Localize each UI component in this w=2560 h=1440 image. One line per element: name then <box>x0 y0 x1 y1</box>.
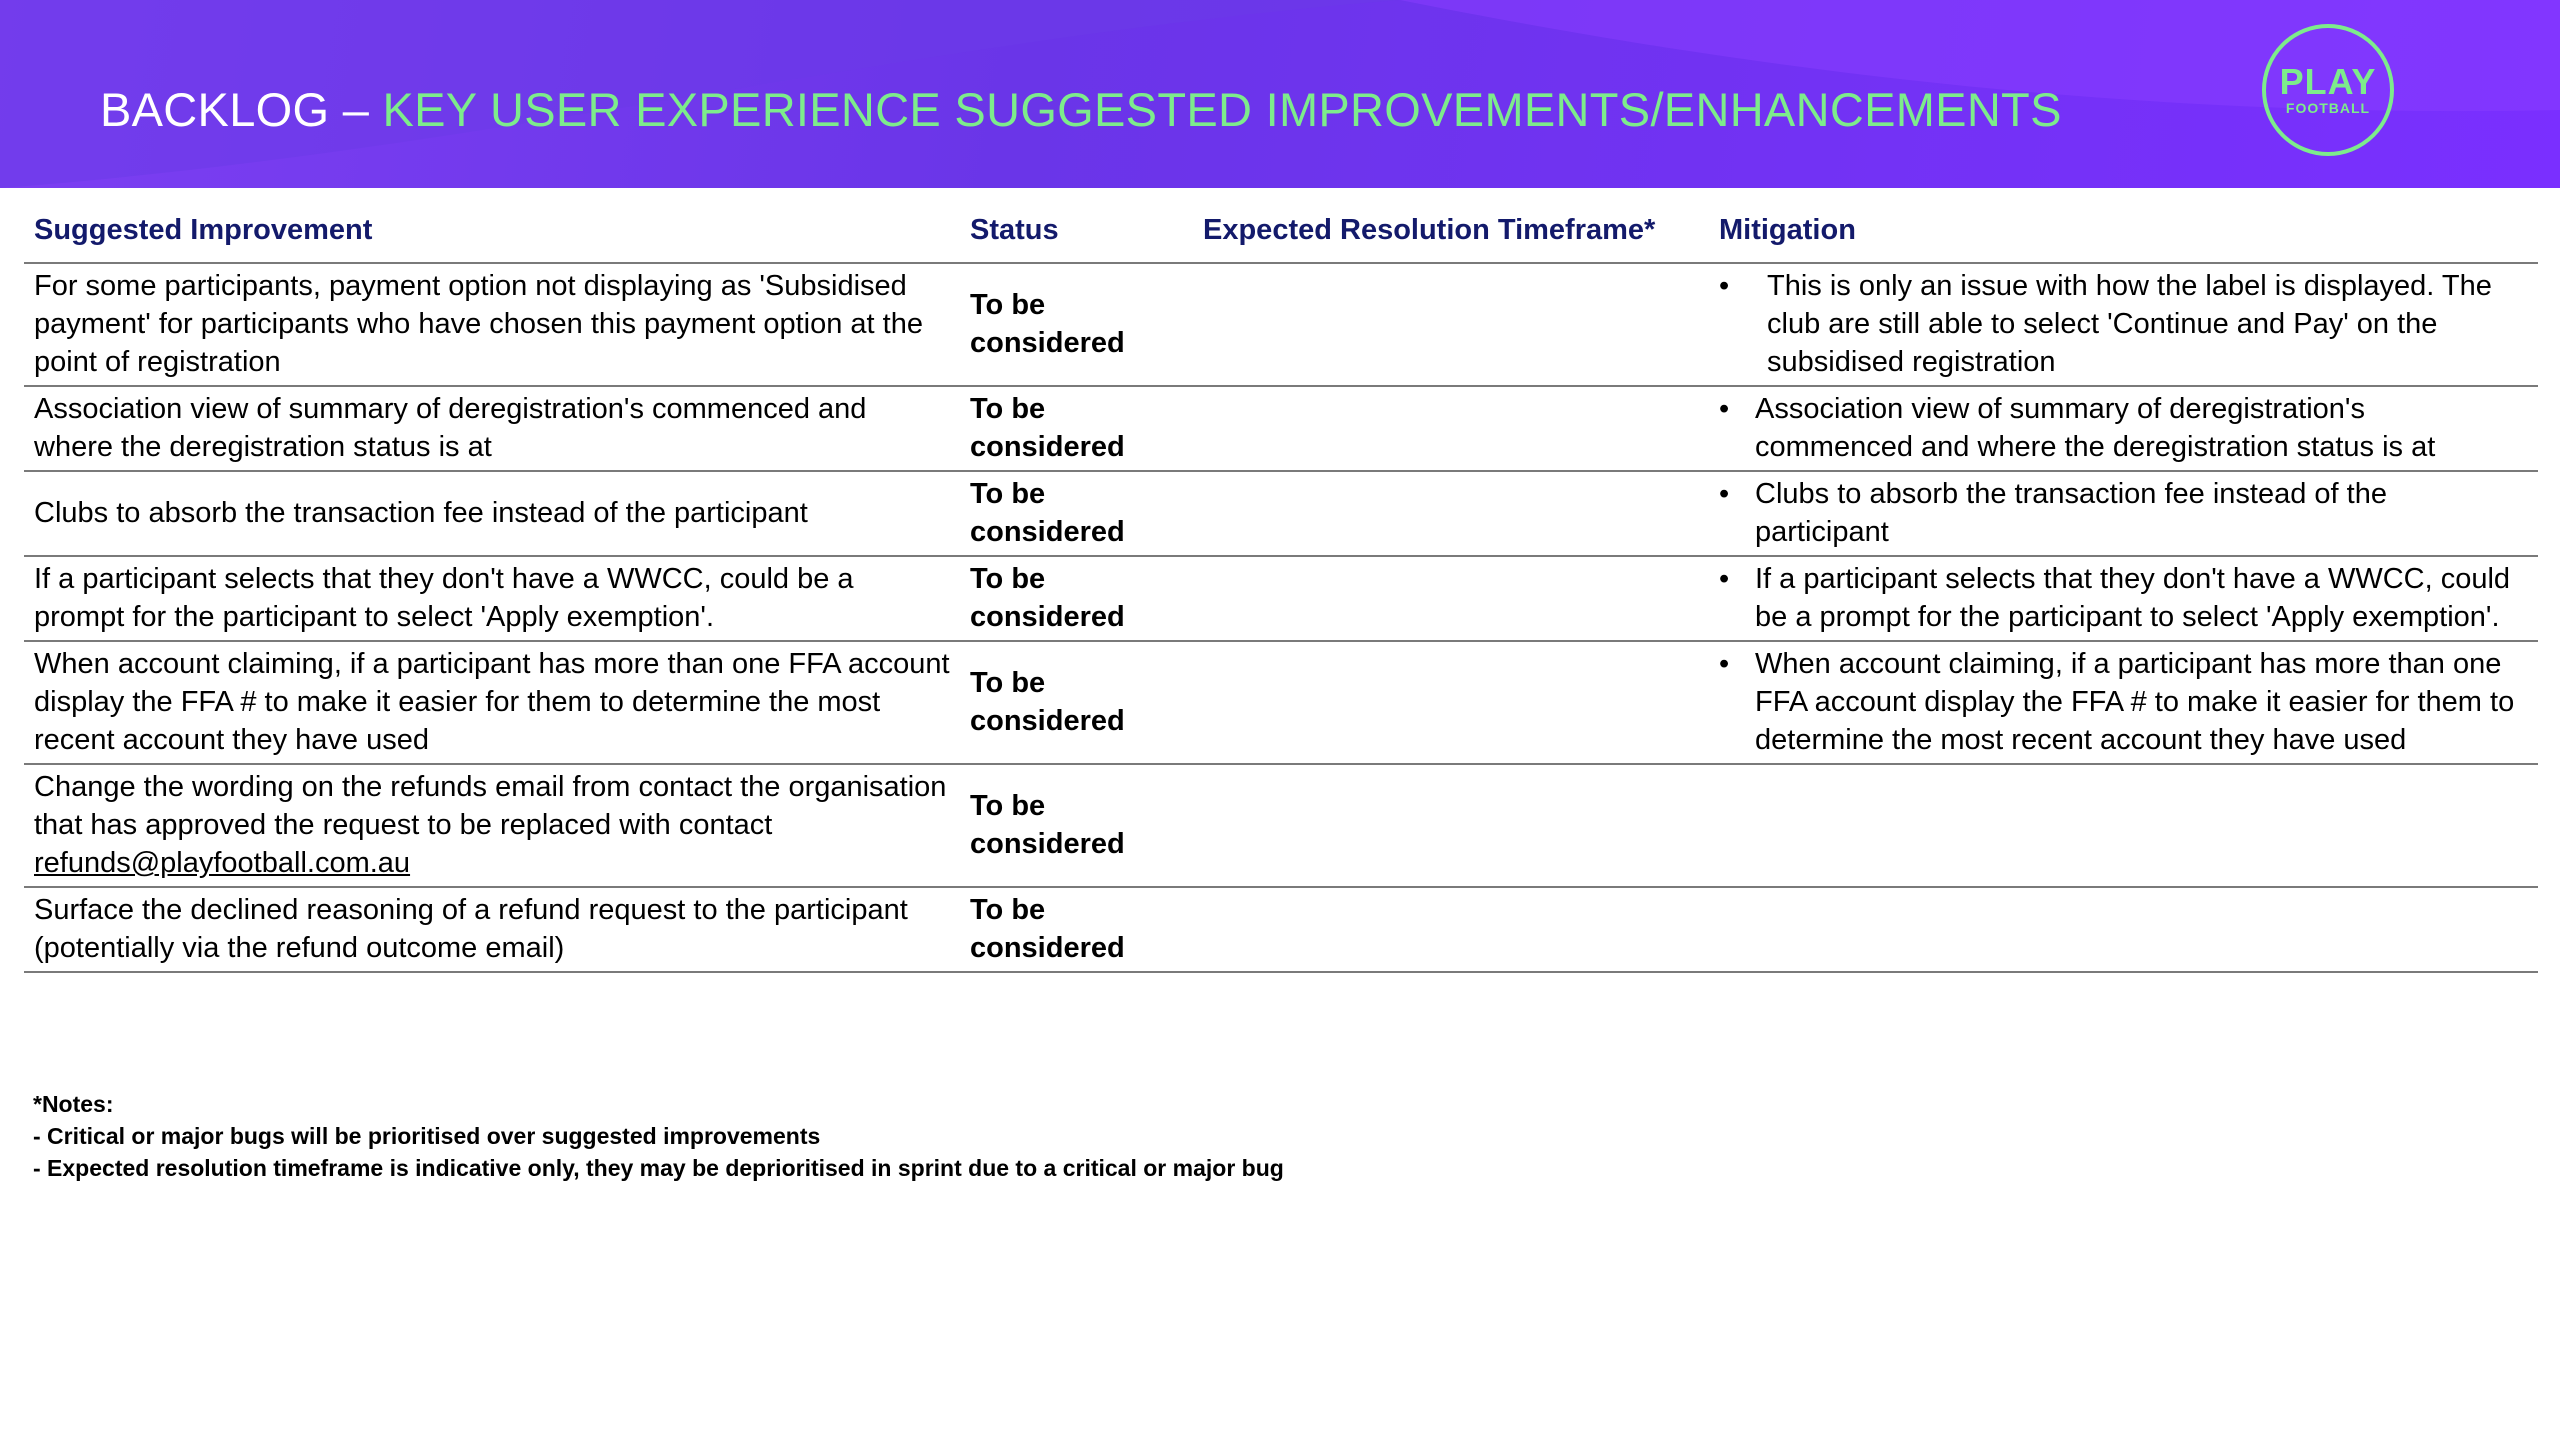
mitigation-cell <box>1709 764 2538 887</box>
table-row <box>24 263 2538 386</box>
improvement-cell <box>24 764 960 887</box>
mitigation-cell <box>1709 386 2538 471</box>
improvement-cell: When account claiming, if a participant has more than one FFA account display the FFA # to make it easier for them to determine the most recent account they have used <box>24 641 960 764</box>
mitigation-cell <box>1709 887 2538 972</box>
status-cell: To be considered <box>960 263 1193 386</box>
page-title-accent: KEY USER EXPERIENCE SUGGESTED IMPROVEMENTS/ENHANCEMENTS <box>382 83 2062 136</box>
notes-line-1: - Critical or major bugs will be prioritised over suggested improvements <box>33 1123 821 1149</box>
mitigation-bullet <box>1719 267 2528 381</box>
bullet-dot-icon: • <box>1719 563 1730 595</box>
page-title <box>100 82 2062 137</box>
mitigation-bullet <box>1719 645 2528 759</box>
timeframe-cell <box>1193 764 1709 887</box>
table-row <box>24 386 2538 471</box>
mitigation-bullet <box>1719 390 2528 466</box>
timeframe-cell <box>1193 386 1709 471</box>
logo-text-football: FOOTBALL <box>2285 100 2371 116</box>
backlog-table <box>24 200 2538 973</box>
bullet-dot-icon: • <box>1719 648 1730 680</box>
timeframe-cell <box>1193 263 1709 386</box>
status-cell: To be considered <box>960 386 1193 471</box>
notes-line-2: - Expected resolution timeframe is indicative only, they may be deprioritised in sprint due to a critical or major bug <box>33 1155 1284 1181</box>
mitigation-cell <box>1709 263 2538 386</box>
mitigation-cell <box>1709 641 2538 764</box>
page-title-prefix: BACKLOG – <box>100 83 383 136</box>
table-row <box>24 641 2538 764</box>
mitigation-bullet <box>1719 475 2528 551</box>
table-row <box>24 556 2538 641</box>
mitigation-cell <box>1709 556 2538 641</box>
bullet-dot-icon: • <box>1719 478 1730 510</box>
mitigation-text: Clubs to absorb the transaction fee instead of the participant <box>1755 478 2387 548</box>
column-header-mitigation: Mitigation <box>1709 200 2538 263</box>
timeframe-cell <box>1193 641 1709 764</box>
improvement-cell: Association view of summary of deregistration's commenced and where the deregistration status is at <box>24 386 960 471</box>
mitigation-text: This is only an issue with how the label is displayed. The club are still able to select 'Continue and Pay' on the subsidised registration <box>1767 270 2492 378</box>
column-header-timeframe: Expected Resolution Timeframe* <box>1193 200 1709 263</box>
refunds-email-link[interactable]: refunds@playfootball.com.au <box>34 847 411 879</box>
mitigation-text: When account claiming, if a participant has more than one FFA account display the FFA # to make it easier for them to determine the most recent account they have used <box>1755 648 2515 756</box>
improvement-cell: For some participants, payment option not displaying as 'Subsidised payment' for participants who have chosen this payment option at the point of registration <box>24 263 960 386</box>
status-cell: To be considered <box>960 641 1193 764</box>
mitigation-text: Association view of summary of deregistration's commenced and where the deregistration status is at <box>1755 393 2436 463</box>
status-cell: To be considered <box>960 764 1193 887</box>
column-header-status: Status <box>960 200 1193 263</box>
improvement-cell: Clubs to absorb the transaction fee instead of the participant <box>24 471 960 556</box>
column-header-improvement: Suggested Improvement <box>24 200 960 263</box>
mitigation-text: If a participant selects that they don't have a WWCC, could be a prompt for the participant to select 'Apply exemption'. <box>1755 563 2511 633</box>
status-cell: To be considered <box>960 556 1193 641</box>
logo-text-play: PLAY <box>2279 61 2377 102</box>
improvement-text: Change the wording on the refunds email from contact the organisation that has approved the request to be replaced with contact <box>34 771 947 841</box>
mitigation-cell <box>1709 471 2538 556</box>
improvement-cell: If a participant selects that they don't have a WWCC, could be a prompt for the participant to select 'Apply exemption'. <box>24 556 960 641</box>
notes-section <box>33 1088 1284 1184</box>
bullet-dot-icon: • <box>1719 270 1730 302</box>
table-row <box>24 471 2538 556</box>
notes-heading: *Notes: <box>33 1091 114 1117</box>
table-header-row <box>24 200 2538 263</box>
play-football-logo <box>2262 24 2394 156</box>
improvement-cell: Surface the declined reasoning of a refund request to the participant (potentially via the refund outcome email) <box>24 887 960 972</box>
table-row <box>24 887 2538 972</box>
status-cell: To be considered <box>960 471 1193 556</box>
table-row <box>24 764 2538 887</box>
header-banner <box>0 0 2560 188</box>
status-cell: To be considered <box>960 887 1193 972</box>
timeframe-cell <box>1193 556 1709 641</box>
mitigation-bullet <box>1719 560 2528 636</box>
timeframe-cell <box>1193 887 1709 972</box>
timeframe-cell <box>1193 471 1709 556</box>
bullet-dot-icon: • <box>1719 393 1730 425</box>
